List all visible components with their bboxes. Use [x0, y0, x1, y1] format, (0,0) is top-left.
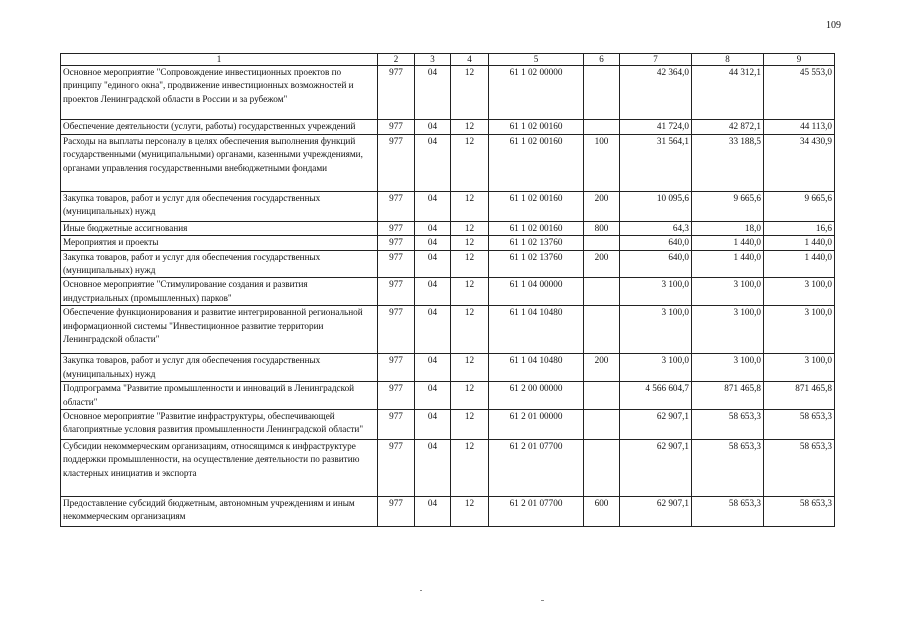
- cell-ministry: 977: [378, 250, 415, 278]
- table-row: [61, 382, 835, 410]
- cell-target-article: 61 2 01 00000: [489, 410, 584, 440]
- cell-subsection: 12: [451, 192, 489, 222]
- cell-subsection: 12: [451, 382, 489, 410]
- cell-ministry: 977: [378, 66, 415, 120]
- cell-amount-year3: 3 100,0: [764, 354, 835, 382]
- cell-expense-type: [584, 440, 620, 497]
- header-cell: 3: [415, 54, 451, 66]
- header-cell: 2: [378, 54, 415, 66]
- cell-amount-year2: 9 665,6: [692, 192, 764, 222]
- table-row: [61, 236, 835, 250]
- cell-ministry: 977: [378, 410, 415, 440]
- table-row: [61, 222, 835, 236]
- page-number: 109: [826, 20, 841, 31]
- cell-subsection: 12: [451, 354, 489, 382]
- table-row: [61, 410, 835, 440]
- cell-section: 04: [415, 120, 451, 135]
- row-name: Обеспечение функционирования и развитие интегрированной региональной информационной системы "Инвестиционное развитие территории Ленинградской области": [61, 306, 378, 354]
- cell-amount-year1: 4 566 604,7: [620, 382, 692, 410]
- cell-target-article: 61 1 02 00160: [489, 192, 584, 222]
- cell-amount-year1: 3 100,0: [620, 306, 692, 354]
- cell-section: 04: [415, 66, 451, 120]
- row-name: Субсидии некоммерческим организациям, относящимся к инфраструктуре поддержки промышленности, на осуществление деятельности по развитию кластерных инициатив и экспорта: [61, 440, 378, 497]
- cell-section: 04: [415, 250, 451, 278]
- cell-target-article: 61 1 04 10480: [489, 306, 584, 354]
- scan-speck: [420, 590, 422, 591]
- header-cell: 8: [692, 54, 764, 66]
- table-row: [61, 192, 835, 222]
- cell-amount-year1: 62 907,1: [620, 440, 692, 497]
- cell-amount-year1: 640,0: [620, 250, 692, 278]
- cell-amount-year2: 58 653,3: [692, 497, 764, 527]
- cell-section: 04: [415, 354, 451, 382]
- cell-target-article: 61 1 02 00160: [489, 222, 584, 236]
- cell-amount-year1: 3 100,0: [620, 278, 692, 306]
- cell-amount-year1: 62 907,1: [620, 410, 692, 440]
- row-name: Закупка товаров, работ и услуг для обеспечения государственных (муниципальных) нужд: [61, 192, 378, 222]
- cell-amount-year2: 3 100,0: [692, 306, 764, 354]
- row-name: Иные бюджетные ассигнования: [61, 222, 378, 236]
- cell-section: 04: [415, 278, 451, 306]
- row-name: Основное мероприятие "Сопровождение инвестиционных проектов по принципу "единого окна", продвижение инвестиционных возможностей и проектов Ленинградской области в России и за рубежом": [61, 66, 378, 120]
- table-row: [61, 440, 835, 497]
- cell-subsection: 12: [451, 120, 489, 135]
- cell-amount-year2: 1 440,0: [692, 250, 764, 278]
- row-name: Расходы на выплаты персоналу в целях обеспечения выполнения функций государственными (муниципальными) органами, казенными учреждениями, органами управления государственными внебюджетными фондами: [61, 135, 378, 192]
- cell-amount-year3: 3 100,0: [764, 306, 835, 354]
- header-cell: 7: [620, 54, 692, 66]
- cell-subsection: 12: [451, 410, 489, 440]
- cell-target-article: 61 1 02 00160: [489, 120, 584, 135]
- cell-target-article: 61 2 01 07700: [489, 497, 584, 527]
- cell-amount-year2: 1 440,0: [692, 236, 764, 250]
- row-name: Подпрограмма "Развитие промышленности и инноваций в Ленинградской области": [61, 382, 378, 410]
- cell-amount-year3: 1 440,0: [764, 250, 835, 278]
- row-name: Основное мероприятие "Стимулирование создания и развития индустриальных (промышленных) парков": [61, 278, 378, 306]
- header-cell: 5: [489, 54, 584, 66]
- cell-amount-year2: 58 653,3: [692, 410, 764, 440]
- cell-amount-year3: 58 653,3: [764, 410, 835, 440]
- cell-target-article: 61 1 02 13760: [489, 236, 584, 250]
- cell-amount-year2: 871 465,8: [692, 382, 764, 410]
- cell-expense-type: [584, 306, 620, 354]
- cell-expense-type: 800: [584, 222, 620, 236]
- cell-expense-type: 200: [584, 250, 620, 278]
- header-row: [61, 54, 835, 66]
- cell-amount-year2: 58 653,3: [692, 440, 764, 497]
- header-cell: 9: [764, 54, 835, 66]
- cell-subsection: 12: [451, 497, 489, 527]
- cell-subsection: 12: [451, 236, 489, 250]
- cell-subsection: 12: [451, 222, 489, 236]
- cell-ministry: 977: [378, 278, 415, 306]
- table-row: [61, 278, 835, 306]
- cell-section: 04: [415, 135, 451, 192]
- cell-ministry: 977: [378, 120, 415, 135]
- cell-section: 04: [415, 192, 451, 222]
- table-row: [61, 120, 835, 135]
- table-row: [61, 306, 835, 354]
- cell-amount-year1: 3 100,0: [620, 354, 692, 382]
- cell-target-article: 61 1 02 00160: [489, 135, 584, 192]
- cell-subsection: 12: [451, 135, 489, 192]
- cell-expense-type: [584, 66, 620, 120]
- cell-ministry: 977: [378, 440, 415, 497]
- cell-amount-year1: 41 724,0: [620, 120, 692, 135]
- row-name: Закупка товаров, работ и услуг для обеспечения государственных (муниципальных) нужд: [61, 250, 378, 278]
- cell-amount-year3: 44 113,0: [764, 120, 835, 135]
- cell-expense-type: 200: [584, 192, 620, 222]
- cell-expense-type: [584, 382, 620, 410]
- cell-amount-year1: 64,3: [620, 222, 692, 236]
- cell-target-article: 61 1 04 10480: [489, 354, 584, 382]
- header-cell: 6: [584, 54, 620, 66]
- table-row: [61, 135, 835, 192]
- cell-expense-type: 600: [584, 497, 620, 527]
- cell-target-article: 61 1 04 00000: [489, 278, 584, 306]
- cell-section: 04: [415, 306, 451, 354]
- cell-ministry: 977: [378, 236, 415, 250]
- cell-amount-year1: 640,0: [620, 236, 692, 250]
- row-name: Предоставление субсидий бюджетным, автономным учреждениям и иным некоммерческим организациям: [61, 497, 378, 527]
- cell-amount-year2: 44 312,1: [692, 66, 764, 120]
- cell-amount-year3: 45 553,0: [764, 66, 835, 120]
- cell-target-article: 61 1 02 13760: [489, 250, 584, 278]
- row-name: Мероприятия и проекты: [61, 236, 378, 250]
- cell-ministry: 977: [378, 382, 415, 410]
- cell-expense-type: 200: [584, 354, 620, 382]
- cell-amount-year3: 16,6: [764, 222, 835, 236]
- cell-amount-year3: 1 440,0: [764, 236, 835, 250]
- cell-subsection: 12: [451, 440, 489, 497]
- cell-ministry: 977: [378, 222, 415, 236]
- cell-subsection: 12: [451, 250, 489, 278]
- cell-ministry: 977: [378, 497, 415, 527]
- cell-expense-type: [584, 236, 620, 250]
- cell-amount-year3: 3 100,0: [764, 278, 835, 306]
- cell-amount-year2: 18,0: [692, 222, 764, 236]
- header-cell: 4: [451, 54, 489, 66]
- row-name: Закупка товаров, работ и услуг для обеспечения государственных (муниципальных) нужд: [61, 354, 378, 382]
- cell-section: 04: [415, 236, 451, 250]
- cell-amount-year1: 10 095,6: [620, 192, 692, 222]
- cell-amount-year1: 31 564,1: [620, 135, 692, 192]
- cell-amount-year1: 62 907,1: [620, 497, 692, 527]
- cell-amount-year3: 34 430,9: [764, 135, 835, 192]
- cell-amount-year2: 3 100,0: [692, 354, 764, 382]
- table-row: [61, 497, 835, 527]
- row-name: Обеспечение деятельности (услуги, работы) государственных учреждений: [61, 120, 378, 135]
- cell-amount-year3: 58 653,3: [764, 440, 835, 497]
- budget-table: [60, 53, 835, 527]
- cell-section: 04: [415, 410, 451, 440]
- row-name: Основное мероприятие "Развитие инфраструктуры, обеспечивающей благоприятные условия развития промышленности Ленинградской области": [61, 410, 378, 440]
- cell-subsection: 12: [451, 278, 489, 306]
- cell-section: 04: [415, 382, 451, 410]
- cell-expense-type: [584, 120, 620, 135]
- cell-expense-type: [584, 410, 620, 440]
- cell-section: 04: [415, 222, 451, 236]
- table-row: [61, 250, 835, 278]
- cell-section: 04: [415, 497, 451, 527]
- cell-expense-type: [584, 278, 620, 306]
- cell-amount-year3: 871 465,8: [764, 382, 835, 410]
- table-row: [61, 354, 835, 382]
- cell-amount-year2: 33 188,5: [692, 135, 764, 192]
- cell-target-article: 61 1 02 00000: [489, 66, 584, 120]
- cell-target-article: 61 2 01 07700: [489, 440, 584, 497]
- cell-amount-year1: 42 364,0: [620, 66, 692, 120]
- cell-expense-type: 100: [584, 135, 620, 192]
- cell-ministry: 977: [378, 306, 415, 354]
- cell-amount-year3: 58 653,3: [764, 497, 835, 527]
- cell-ministry: 977: [378, 135, 415, 192]
- table-row: [61, 66, 835, 120]
- cell-section: 04: [415, 440, 451, 497]
- cell-subsection: 12: [451, 66, 489, 120]
- cell-target-article: 61 2 00 00000: [489, 382, 584, 410]
- scan-speck: [541, 600, 544, 601]
- cell-amount-year2: 3 100,0: [692, 278, 764, 306]
- cell-ministry: 977: [378, 354, 415, 382]
- cell-amount-year2: 42 872,1: [692, 120, 764, 135]
- cell-amount-year3: 9 665,6: [764, 192, 835, 222]
- cell-ministry: 977: [378, 192, 415, 222]
- header-cell: 1: [61, 54, 378, 66]
- cell-subsection: 12: [451, 306, 489, 354]
